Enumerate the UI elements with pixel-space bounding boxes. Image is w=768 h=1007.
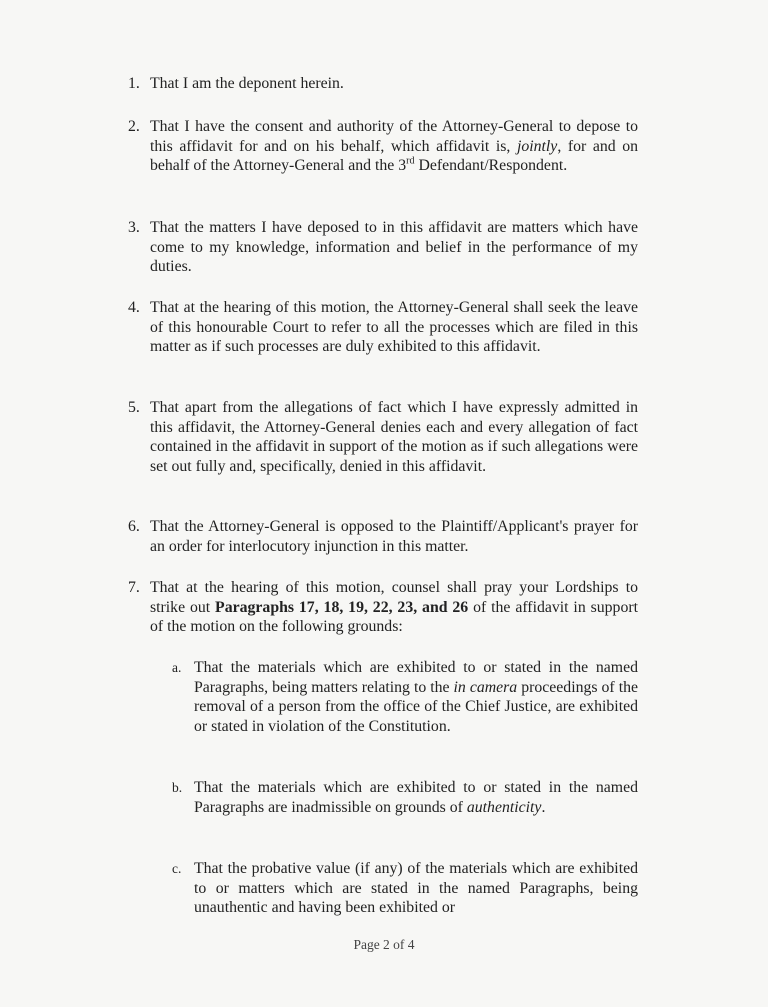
ordinal-suffix: rd (406, 155, 415, 167)
paragraph-text: That I am the deponent herein. (150, 75, 344, 92)
subparagraph-text: That the probative value (if any) of the materials which are exhibited to or matters which are stated in the named Paragraphs, being unauthentic and having been exhibited or (194, 860, 638, 917)
paragraph-text: That the matters I have deposed to in this affidavit are matters which have come to my knowledge, information and belief in the performance of my duties. (150, 219, 638, 276)
subparagraph-letter: a. (172, 660, 182, 675)
paragraph-text: That at the hearing of this motion, counsel shall pray your Lordships to strike out Paragraphs 17, 18, 19, 22, 23, and 26 of the affidavit in support of the motion on the following grounds: (150, 579, 638, 636)
subparagraph-a (172, 658, 638, 736)
subparagraph-c (172, 859, 638, 918)
paragraph-text: That at the hearing of this motion, the Attorney-General shall seek the leave of this honourable Court to refer to all the processes which are filed in this matter as if such processes are duly exhibited to this affidavit. (150, 299, 638, 356)
paragraph-3 (128, 218, 638, 277)
italic-term: jointly (516, 137, 558, 155)
italic-term: authenticity (466, 798, 542, 816)
paragraph-number: 4. (128, 299, 140, 316)
italic-term: in camera (453, 678, 518, 696)
paragraph-1 (128, 74, 638, 94)
paragraph-number: 7. (128, 579, 140, 596)
paragraph-text: That apart from the allegations of fact which I have expressly admitted in this affidavit, the Attorney-General denies each and every allegation of fact contained in the affidavit in support of the motion as if such allegations were set out fully and, specifically, denied in this affidavit. (150, 399, 638, 475)
subparagraph-b (172, 778, 638, 817)
subparagraph-letter: c. (172, 861, 182, 876)
paragraph-number: 5. (128, 399, 140, 416)
paragraph-7 (128, 578, 638, 637)
paragraph-text: That the Attorney-General is opposed to the Plaintiff/Applicant's prayer for an order for interlocutory injunction in this matter. (150, 518, 638, 555)
subparagraph-text: That the materials which are exhibited to or stated in the named Paragraphs, being matters relating to the in camera proceedings of the removal of a person from the office of the Chief Justice, are exhibited or stated in violation of the Constitution. (194, 659, 638, 735)
paragraph-5 (128, 398, 638, 476)
bold-paragraph-reference: Paragraphs 17, 18, 19, 22, 23, and 26 (215, 598, 469, 616)
paragraph-2 (128, 117, 638, 176)
subparagraph-letter: b. (172, 780, 183, 795)
subparagraph-text: That the materials which are exhibited to or stated in the named Paragraphs are inadmissible on grounds of authenticity. (194, 779, 638, 816)
paragraph-number: 2. (128, 118, 140, 135)
paragraph-number: 1. (128, 75, 140, 92)
paragraph-4 (128, 298, 638, 357)
paragraph-number: 6. (128, 518, 140, 535)
page-number: Page 2 of 4 (353, 937, 415, 952)
paragraph-number: 3. (128, 219, 140, 236)
paragraph-6 (128, 517, 638, 556)
paragraph-text: That I have the consent and authority of the Attorney-General to depose to this affidavit for and on his behalf, which affidavit is, jointly, for and on behalf of the Attorney-General and the 3rd Defendant/Respondent. (150, 118, 638, 175)
